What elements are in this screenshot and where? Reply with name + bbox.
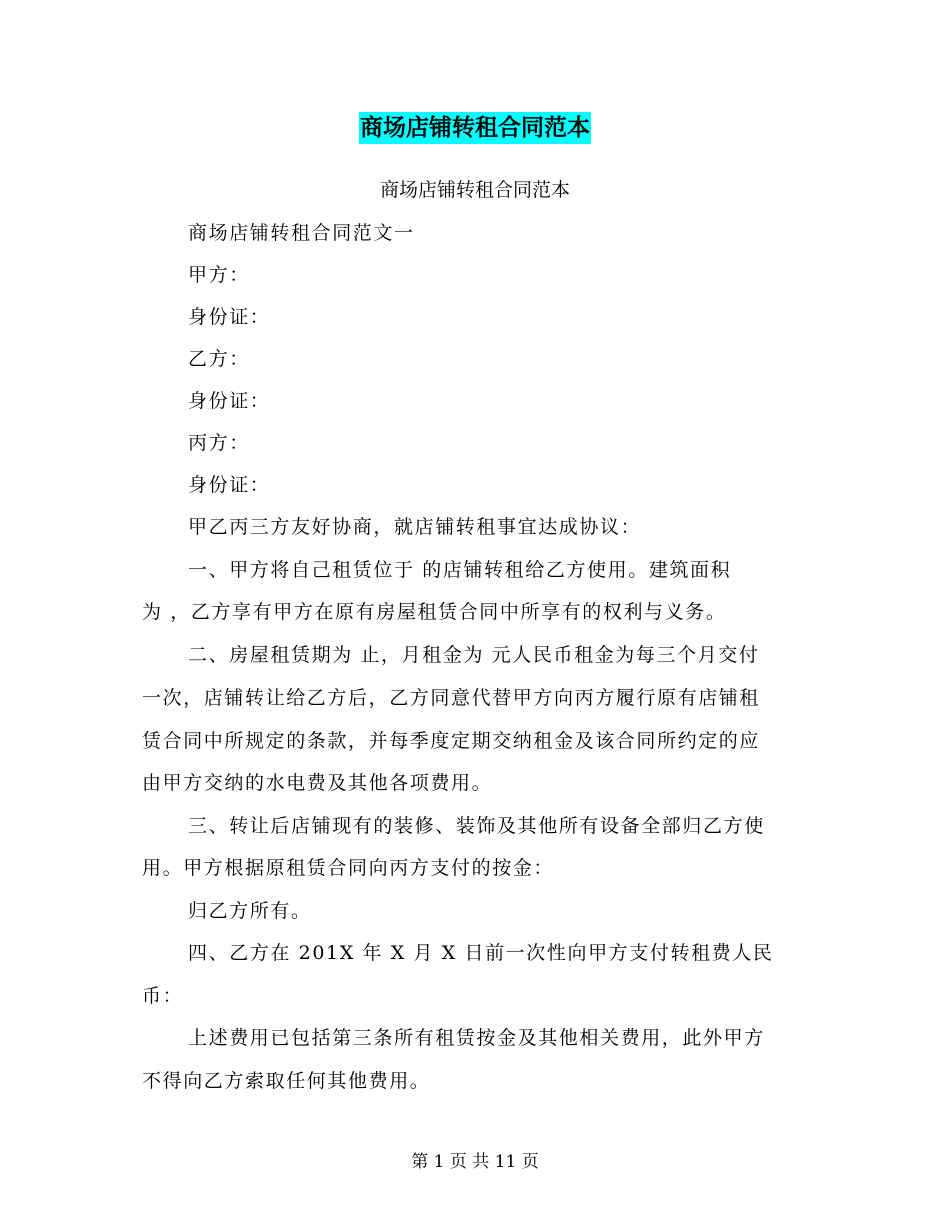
party-c-id-label: 身份证：	[188, 474, 271, 496]
party-b-id-label: 身份证：	[188, 390, 271, 412]
party-a-label: 甲方：	[188, 264, 250, 286]
clause-4-note-1: 上述费用已包括第三条所有租赁按金及其他相关费用，此外甲方	[188, 1027, 765, 1049]
clause-3-line-3: 归乙方所有。	[188, 900, 312, 922]
party-c-label: 丙方：	[188, 432, 250, 454]
clause-4-note-2: 不得向乙方索取任何其他费用。	[142, 1070, 431, 1092]
clause-1-line-2: 为 ，乙方享有甲方在原有房屋租赁合同中所享有的权利与义务。	[142, 601, 727, 623]
agreement-intro: 甲乙丙三方友好协商，就店铺转租事宜达成协议：	[188, 516, 642, 538]
section-heading: 商场店铺转租合同范文一	[188, 222, 415, 244]
party-b-label: 乙方：	[188, 348, 250, 370]
clause-3-line-2: 用。甲方根据原租赁合同向丙方支付的按金：	[142, 857, 555, 879]
clause-2-line-3: 赁合同中所规定的条款，并每季度定期交纳租金及该合同所约定的应	[142, 730, 761, 752]
clause-4-line-1: 四、乙方在 201X 年 X 月 X 日前一次性向甲方支付转租费人民	[188, 942, 774, 964]
page-number: 第 1 页 共 11 页	[411, 1152, 539, 1172]
clause-1-line-1: 一、甲方将自己租赁位于 的店铺转租给乙方使用。建筑面积	[188, 559, 732, 581]
clause-4-line-2: 币：	[142, 985, 184, 1007]
clause-2-line-1: 二、房屋租赁期为 止，月租金为 元人民币租金为每三个月交付	[188, 644, 760, 666]
party-a-id-label: 身份证：	[188, 306, 271, 328]
clause-2-line-4: 由甲方交纳的水电费及其他各项费用。	[142, 772, 493, 794]
document-subtitle: 商场店铺转租合同范本	[379, 179, 570, 201]
clause-3-line-1: 三、转让后店铺现有的装修、装饰及其他所有设备全部归乙方使	[188, 815, 765, 837]
clause-2-line-2: 一次，店铺转让给乙方后，乙方同意代替甲方向丙方履行原有店铺租	[142, 687, 761, 709]
document-title: 商场店铺转租合同范本	[359, 112, 591, 144]
title-container	[0, 112, 950, 144]
